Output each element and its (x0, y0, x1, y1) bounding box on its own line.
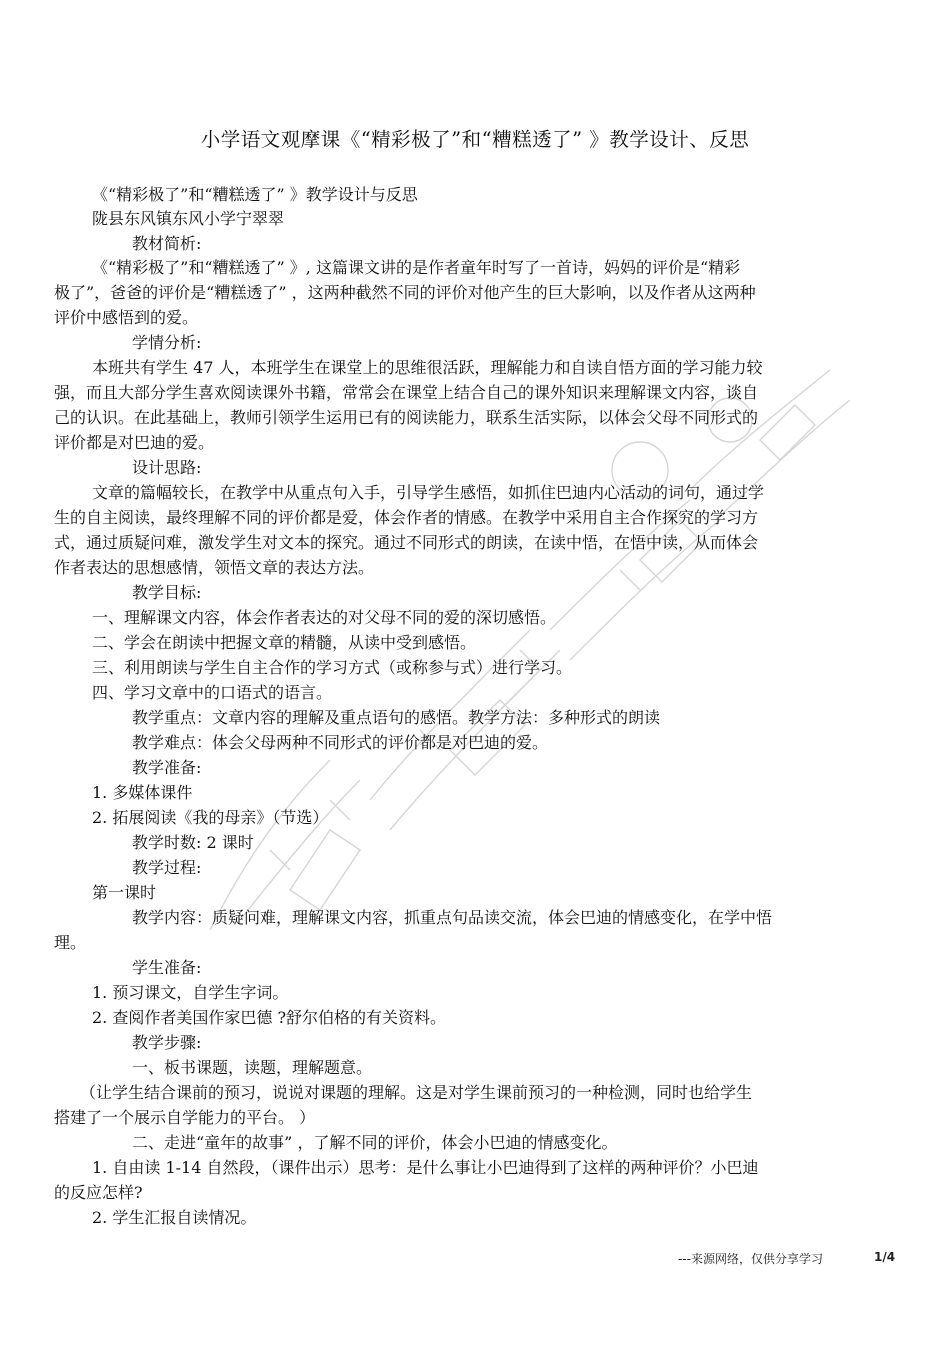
list-item: 1. 自由读 1-14 自然段，（课件出示）思考：是什么事让小巴迪得到了这样的两种评价？小巴迪 (92, 1158, 759, 1177)
section-heading: 教学步骤: (132, 1033, 202, 1052)
document-title: 小学语文观摩课《“精彩极了”和“糟糕透了” 》教学设计、反思 (200, 128, 750, 151)
section-heading: 教材简析: (132, 234, 202, 253)
list-item: 2. 查阅作者美国作家巴德 ?舒尔伯格的有关资料。 (92, 1008, 447, 1027)
section-heading: 教学准备: (132, 758, 202, 777)
paragraph-line: 评价都是对巴迪的爱。 (54, 433, 215, 452)
paragraph-line: 搭建了一个展示自学能力的平台。 ） (54, 1108, 316, 1127)
paragraph-line: （让学生结合课前的预习，说说对课题的理解。这是对学生课前预习的一种检测，同时也给学生 (80, 1083, 753, 1102)
paragraph-line: 一、板书课题，读题，理解题意。 (132, 1058, 373, 1077)
paragraph-line: 教学难点：体会父母两种不同形式的评价都是对巴迪的爱。 (132, 733, 549, 752)
list-item: 2. 学生汇报自读情况。 (92, 1208, 257, 1227)
paragraph-line: 强，而且大部分学生喜欢阅读课外书籍，常常会在课堂上结合自己的课外知识来理解课文内容，谈自 (54, 383, 759, 402)
list-item: 二、学会在朗读中把握文章的精髓，从读中受到感悟。 (92, 633, 477, 652)
list-item: 四、学习文章中的口语式的语言。 (92, 683, 333, 702)
section-heading: 学生准备: (132, 958, 202, 977)
paragraph-line: 《“精彩极了”和“糟糕透了” 》, 这篇课文讲的是作者童年时写了一首诗，妈妈的评价是“精彩 (92, 258, 741, 277)
paragraph-line: 二、走进“童年的故事” ，了解不同的评价，体会小巴迪的情感变化。 (132, 1133, 618, 1152)
section-heading: 学情分析: (132, 333, 202, 352)
paragraph-line: 文章的篇幅较长，在教学中从重点句入手，引导学生感悟，如抓住巴迪内心活动的词句，通过学 (92, 483, 765, 502)
page-footer (678, 1250, 896, 1267)
page-number: 1/4 (874, 1250, 896, 1264)
author-line: 陇县东风镇东风小学宁翠翠 (92, 209, 285, 228)
paragraph-line: 作者表达的思想感情，领悟文章的表达方法。 (54, 558, 375, 577)
list-item: 2. 拓展阅读《我的母亲》（节选） (92, 808, 329, 827)
subtitle: 《“精彩极了”和“糟糕透了” 》教学设计与反思 (92, 185, 418, 204)
list-item: 一、理解课文内容，体会作者表达的对父母不同的爱的深切感悟。 (92, 608, 557, 627)
section-heading: 教学目标: (132, 583, 202, 602)
paragraph-line: 教学内容：质疑问难，理解课文内容，抓重点句品读交流，体会巴迪的情感变化，在学中悟 (132, 908, 773, 927)
paragraph-line: 教学重点：文章内容的理解及重点语句的感悟。教学方法：多种形式的朗读 (132, 708, 661, 727)
paragraph-line: 极了”，爸爸的评价是“糟糕透了” ，这两种截然不同的评价对他产生的巨大影响，以及作者从这两种 (54, 283, 756, 302)
list-item: 1. 多媒体课件 (92, 783, 193, 802)
paragraph-line: 的反应怎样? (54, 1183, 143, 1202)
section-heading: 第一课时 (92, 883, 157, 902)
paragraph-line: 评价中感悟到的爱。 (54, 308, 199, 327)
section-heading: 设计思路: (132, 458, 202, 477)
paragraph-line: 己的认识。在此基础上，教师引领学生运用已有的阅读能力，联系生活实际，以体会父母不同形式的 (54, 408, 759, 427)
paragraph-line: 教学时数: 2 课时 (132, 833, 254, 852)
paragraph-line: 式，通过质疑问难，激发学生对文本的探究。通过不同形式的朗读，在读中悟，在悟中读，从而体会 (54, 533, 759, 552)
paragraph-line: 理。 (54, 933, 87, 952)
list-item: 三、利用朗读与学生自主合作的学习方式（或称参与式）进行学习。 (92, 658, 573, 677)
paragraph-line: 生的自主阅读，最终理解不同的评价都是爱，体会作者的情感。在教学中采用自主合作探究的学习方 (54, 508, 759, 527)
paragraph-line: 本班共有学生 47 人，本班学生在课堂上的思维很活跃，理解能力和自读自悟方面的学习能力较 (92, 358, 763, 377)
footer-source-text: ---来源网络，仅供分享学习 (678, 1252, 823, 1266)
section-heading: 教学过程: (132, 858, 202, 877)
list-item: 1. 预习课文，自学生字词。 (92, 983, 289, 1002)
